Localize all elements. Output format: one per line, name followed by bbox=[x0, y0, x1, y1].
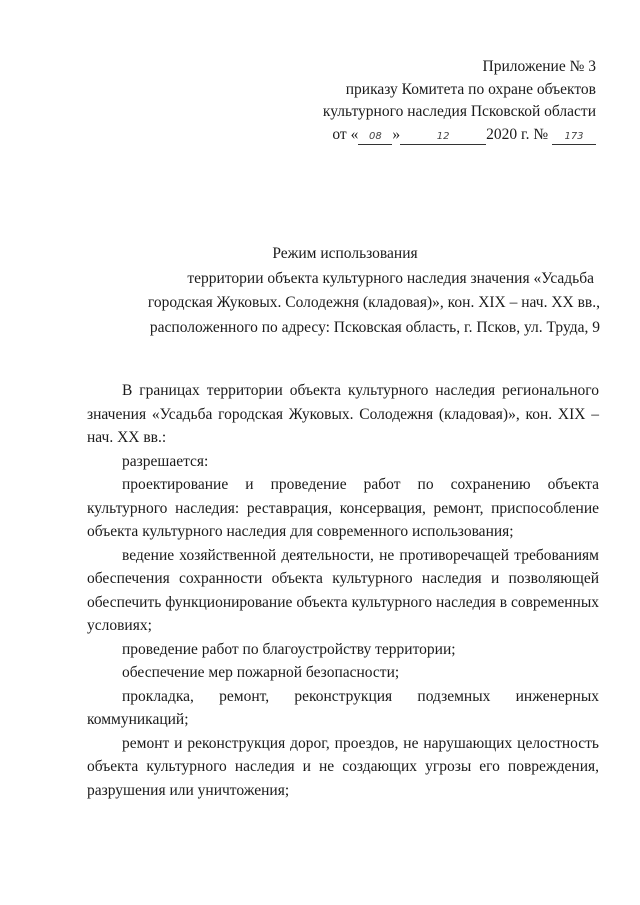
date-year: 2020 г. № bbox=[486, 125, 549, 143]
document-body bbox=[87, 379, 599, 802]
allowed-heading: разрешается: bbox=[122, 452, 209, 470]
appendix-date-line bbox=[323, 124, 596, 147]
appendix-number: Приложение № 3 bbox=[482, 58, 596, 75]
list-item: проведение работ по благоустройству территории; bbox=[122, 640, 456, 658]
date-mid: » bbox=[392, 125, 401, 143]
list-item: прокладка, ремонт, реконструкция подземных инженерных коммуникаций; bbox=[87, 687, 599, 728]
appendix-authority-line: культурного наследия Псковской области bbox=[322, 103, 596, 120]
title-line-4: расположенного по адресу: Псковская область, г. Псков, ул. Труда, 9 bbox=[149, 318, 600, 336]
list-item: ведение хозяйственной деятельности, не противоречащей требованиям обеспечения сохранности объекта культурного наследия и позволяющей обеспечить функционирование объекта культурного наследия в современных условиях; bbox=[87, 546, 599, 634]
list-item: обеспечение мер пожарной безопасности; bbox=[122, 664, 400, 681]
title-line-2: территории объекта культурного наследия значения «Усадьба bbox=[187, 269, 594, 287]
appendix-header bbox=[323, 56, 596, 146]
handwritten-month: 12 bbox=[400, 130, 486, 145]
appendix-order-line: приказу Комитета по охране объектов bbox=[345, 80, 596, 98]
list-item: проектирование и проведение работ по сохранению объекта культурного наследия: реставрация, консервация, ремонт, приспособление объекта культурного наследия для современного использования; bbox=[87, 476, 599, 540]
intro-paragraph: В границах территории объекта культурного наследия регионального значения «Усадьба городская Жуковых. Солодежня (кладовая)», кон. XIX – нач. XX вв.: bbox=[87, 382, 599, 446]
handwritten-day: 08 bbox=[358, 130, 392, 145]
list-item: ремонт и реконструкция дорог, проездов, не нарушающих целостность объекта культурного наследия и не создающих угрозы его повреждения, разрушения или уничтожения; bbox=[87, 734, 599, 799]
title-line-1: Режим использования bbox=[272, 245, 418, 262]
title-line-3: городская Жуковых. Солодежня (кладовая)», кон. XIX – нач. XX вв., bbox=[147, 294, 600, 311]
date-prefix: от « bbox=[332, 125, 359, 143]
handwritten-order-number: 173 bbox=[552, 130, 596, 145]
document-title bbox=[90, 242, 600, 340]
